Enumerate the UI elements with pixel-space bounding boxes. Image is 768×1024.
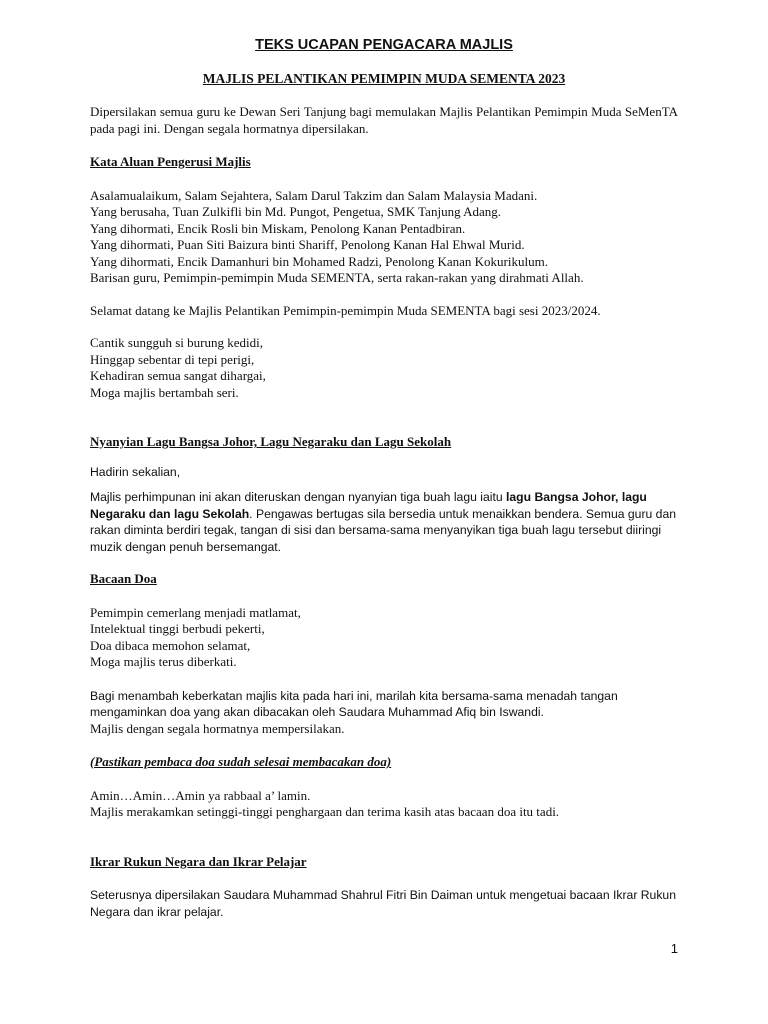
audience-greeting: Hadirin sekalian, (90, 464, 181, 479)
section-heading-opening-speech: Kata Aluan Pengerusi Majlis (90, 154, 251, 169)
anthems-song-names: lagu Bangsa Johor, lagu Negaraku dan lagu Sekolah (90, 490, 647, 521)
welcome-pantun (90, 335, 678, 401)
greeting-line: Yang berusaha, Tuan Zulkifli bin Md. Pungot, Pengetua, SMK Tanjung Adang. (90, 204, 502, 219)
document-page (90, 36, 678, 920)
pantun-line: Pemimpin cemerlang menjadi matlamat, (90, 604, 301, 620)
anthems-text-end: . Pengawas bertugas sila bersedia untuk menaikkan bendera. Semua guru dan rakan diminta berdiri tegak, tangan di sisi dan bersama-sama menyanyikan tiga buah lagu tersebut diiringi muzik dengan penuh bersemangat. (90, 506, 677, 554)
prayer-paragraph: Bagi menambah keberkatan majlis kita pada hari ini, marilah kita bersama-sama menadah tangan mengaminkan doa yang akan dibacakan oleh Saudara Muhammad Afiq bin Iswandi. (90, 688, 618, 719)
pantun-line: Kehadiran semua sangat dihargai, (90, 368, 266, 383)
greeting-line: Yang dihormati, Encik Rosli bin Miskam, Penolong Kanan Pentadbiran. (90, 220, 466, 236)
section-heading-prayer: Bacaan Doa (90, 571, 157, 586)
anthems-paragraph (90, 489, 678, 555)
pantun-line: Doa dibaca memohon selamat, (90, 637, 251, 653)
pantun-line: Intelektual tinggi berbudi pekerti, (90, 621, 265, 636)
prayer-pantun (90, 605, 678, 671)
pantun-line: Moga majlis terus diberkati. (90, 654, 237, 669)
greeting-line: Yang dihormati, Encik Damanhuri bin Mohamed Radzi, Penolong Kanan Kokurikulum. (90, 253, 548, 269)
welcome-paragraph: Selamat datang ke Majlis Pelantikan Pemimpin-pemimpin Muda SEMENTA bagi sesi 2023/2024. (90, 302, 601, 318)
pantun-line: Moga majlis bertambah seri. (90, 384, 239, 400)
greetings-list (90, 188, 678, 287)
pledge-paragraph: Seterusnya dipersilakan Saudara Muhammad Shahrul Fitri Bin Daiman untuk mengetuai bacaan Ikrar Rukun Negara dan ikrar pelajar. (90, 888, 676, 919)
intro-paragraph: Dipersilakan semua guru ke Dewan Seri Tanjung bagi memulakan Majlis Pelantikan Pemimpin Muda SeMenTA pada pagi ini. Dengan segala hormatnya dipersilakan. (90, 104, 678, 136)
greeting-line: Barisan guru, Pemimpin-pemimpin Muda SEMENTA, serta rakan-rakan yang dirahmati Allah. (90, 270, 584, 285)
event-subtitle: MAJLIS PELANTIKAN PEMIMPIN MUDA SEMENTA 2023 (202, 71, 566, 86)
pantun-line: Cantik sungguh si burung kedidi, (90, 335, 263, 350)
greeting-line: Asalamualaikum, Salam Sejahtera, Salam Darul Takzim dan Salam Malaysia Madani. (90, 187, 538, 203)
section-heading-anthems: Nyanyian Lagu Bangsa Johor, Lagu Negaraku dan Lagu Sekolah (90, 434, 452, 449)
section-heading-pledge: Ikrar Rukun Negara dan Ikrar Pelajar (90, 853, 307, 869)
amin-line: Amin…Amin…Amin ya rabbaal a’ lamin. (90, 787, 311, 803)
anthems-text-start: Majlis perhimpunan ini akan diteruskan dengan nyanyian tiga buah lagu iaitu (90, 490, 507, 504)
pantun-line: Hinggap sebentar di tepi perigi, (90, 351, 255, 367)
document-title: TEKS UCAPAN PENGACARA MAJLIS (255, 37, 513, 53)
greeting-line: Yang dihormati, Puan Siti Baizura binti Shariff, Penolong Kanan Hal Ehwal Murid. (90, 237, 525, 252)
prayer-note: (Pastikan pembaca doa sudah selesai membacakan doa) (90, 754, 392, 769)
page-number: 1 (670, 941, 678, 956)
prayer-invitation: Majlis dengan segala hormatnya mempersilakan. (90, 720, 345, 736)
thanks-line: Majlis merakamkan setinggi-tinggi penghargaan dan terima kasih atas bacaan doa itu tadi. (90, 804, 560, 819)
